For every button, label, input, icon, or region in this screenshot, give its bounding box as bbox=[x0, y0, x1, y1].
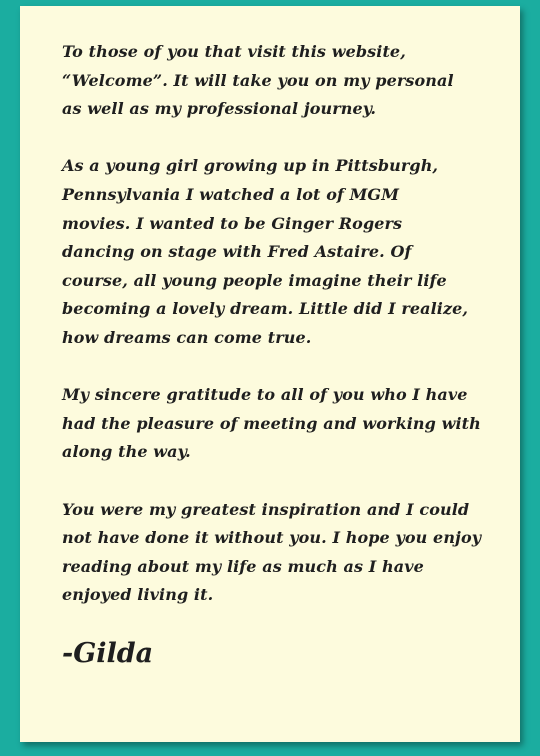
letter-line: reading about my life as much as I have bbox=[62, 556, 424, 576]
letter-line: how dreams can come true. bbox=[62, 327, 312, 347]
letter-line: along the way. bbox=[62, 442, 191, 462]
signature: -Gilda bbox=[62, 638, 154, 670]
letter-line: course, all young people imagine their life bbox=[62, 270, 447, 290]
letter-page bbox=[20, 6, 520, 742]
letter-line: Pennsylvania I watched a lot of MGM bbox=[62, 184, 399, 204]
letter-line: movies. I wanted to be Ginger Rogers bbox=[62, 213, 403, 233]
letter-line: To those of you that visit this website, bbox=[62, 42, 406, 61]
letter-paragraph-childhood bbox=[62, 152, 492, 352]
letter-paragraph-gratitude bbox=[62, 381, 492, 467]
letter-paragraph-inspiration bbox=[62, 496, 492, 610]
letter-line: As a young girl growing up in Pittsburgh, bbox=[62, 156, 439, 176]
letter-line: had the pleasure of meeting and working with bbox=[62, 413, 481, 433]
letter-line: as well as my professional journey. bbox=[62, 99, 376, 119]
letter-line: dancing on stage with Fred Astaire. Of bbox=[62, 242, 412, 262]
letter-line: You were my greatest inspiration and I could bbox=[62, 499, 470, 519]
letter-line: not have done it without you. I hope you enjoy bbox=[62, 528, 482, 548]
letter-line: becoming a lovely dream. Little did I realize, bbox=[62, 299, 469, 319]
letter-line: My sincere gratitude to all of you who I have bbox=[62, 385, 468, 405]
letter-line: enjoyed living it. bbox=[62, 585, 214, 605]
letter-paragraph-welcome bbox=[62, 38, 492, 124]
letter-line: “Welcome”. It will take you on my personal bbox=[62, 70, 454, 90]
